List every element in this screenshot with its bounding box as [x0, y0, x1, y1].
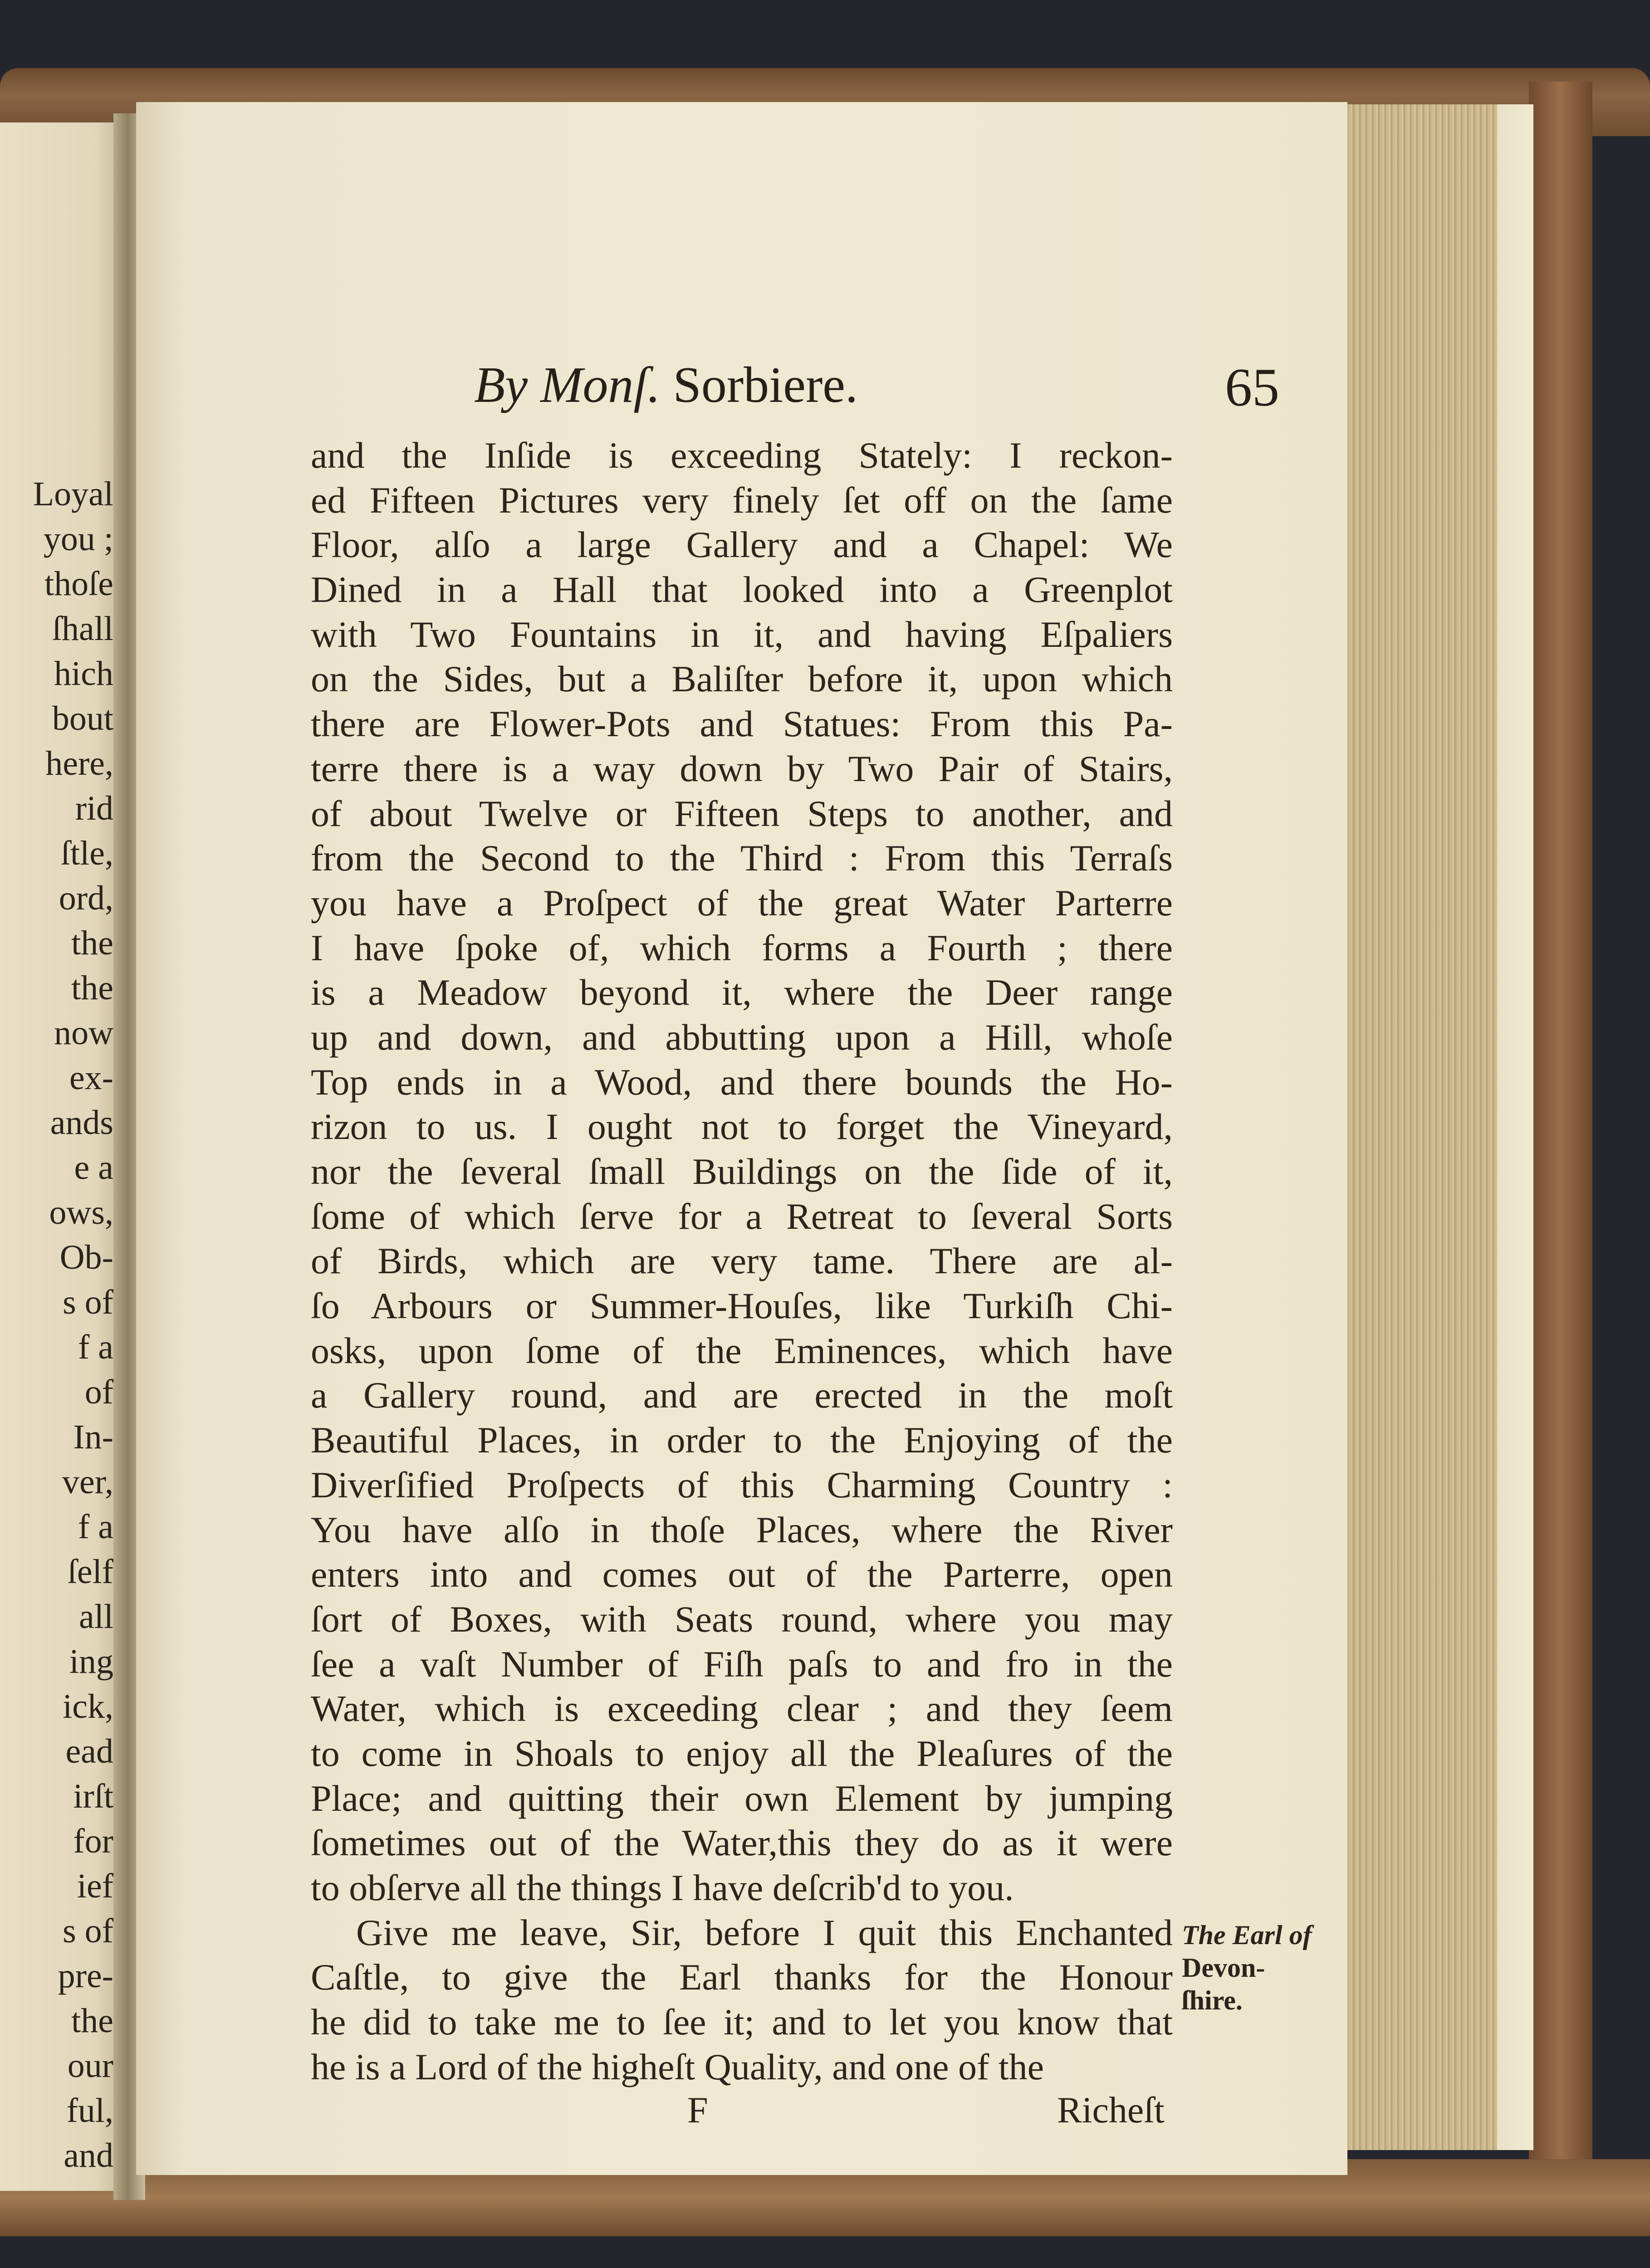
body-line: Floor, alſo a large Gallery and a Chapel: We [311, 524, 1173, 566]
left-page-fragment: bout [52, 699, 113, 738]
body-line: Beautiful Places, in order to the Enjoying of the [311, 1419, 1173, 1461]
left-page-fragment: here, [45, 744, 113, 782]
left-page-fragment: you ; [43, 520, 113, 558]
body-line: Diverſified Proſpects of this Charming Country : [311, 1464, 1173, 1505]
body-line: Dined in a Hall that looked into a Greenplot [311, 569, 1173, 611]
left-page-fragment: irſt [73, 1777, 113, 1815]
body-line: rizon to us. I ought not to forget the Vineyard, [311, 1106, 1173, 1148]
left-page-fragment: Loyal [33, 475, 113, 513]
marginal-note-line: Devon- [1182, 1953, 1265, 1983]
left-page-fragment: ands [50, 1104, 113, 1142]
left-page-fragment: of [84, 1373, 113, 1411]
body-line: Place; and quitting their own Element by jumping [311, 1777, 1173, 1819]
binding-right [1529, 82, 1592, 2214]
left-page-fragment: and [64, 2136, 113, 2175]
left-page-fragment: ead [65, 1732, 113, 1770]
left-page-fragment: s of [63, 1283, 113, 1321]
left-page-fragment: thoſe [44, 565, 113, 603]
body-line: Give me leave, Sir, before I quit this Enchanted [356, 1911, 1173, 1953]
left-page-fragment: our [67, 2047, 113, 2085]
body-line: nor the ſeveral ſmall Buildings on the ſide of it, [311, 1151, 1173, 1192]
body-line: Caſtle, to give the Earl thanks for the Honour [311, 1956, 1173, 1998]
left-page-fragment: the [71, 2002, 113, 2040]
left-page-fragment: Ob- [59, 1238, 113, 1276]
left-page-text [0, 472, 113, 2178]
marginal-note [1182, 1919, 1350, 2017]
body-line: you have a Proſpect of the great Water Parterre [311, 882, 1173, 924]
body-line: of Birds, which are very tame. There are al- [311, 1240, 1173, 1282]
left-page-fragment: ief [77, 1867, 113, 1905]
body-line: ſee a vaſt Number of Fiſh paſs to and fro in the [311, 1643, 1173, 1685]
body-line: and the Inſide is exceeding Stately: I reckon- [311, 435, 1173, 476]
body-line: enters into and comes out of the Parterre, open [311, 1554, 1173, 1595]
left-page-fragment: the [71, 924, 113, 962]
body-line: to come in Shoals to enjoy all the Pleaſures of the [311, 1732, 1173, 1774]
body-text [311, 433, 1173, 2089]
marginal-note-line: ſhire. [1182, 1985, 1243, 2015]
left-page-fragment: ord, [59, 879, 113, 917]
body-line: ſome of which ſerve for a Retreat to ſeveral Sorts [311, 1195, 1173, 1237]
left-page-fragment: now [54, 1014, 113, 1052]
body-line: of about Twelve or Fifteen Steps to another, and [311, 792, 1173, 834]
left-page-fragment: rid [75, 789, 113, 827]
left-page-fragment: the [71, 969, 113, 1007]
body-line: ſort of Boxes, with Seats round, where you may [311, 1598, 1173, 1640]
body-line: from the Second to the Third : From this Terraſs [311, 837, 1173, 879]
body-line: he is a Lord of the higheſt Quality, and one of the [311, 2046, 1044, 2087]
body-line: with Two Fountains in it, and having Eſpaliers [311, 613, 1173, 655]
right-page [136, 102, 1347, 2175]
body-line: Top ends in a Wood, and there bounds the Ho- [311, 1061, 1173, 1103]
left-page-fragment: ex- [69, 1059, 113, 1097]
running-head [474, 356, 1000, 415]
body-line: You have alſo in thoſe Places, where the River [311, 1509, 1173, 1550]
body-line: terre there is a way down by Two Pair of Stairs, [311, 748, 1173, 789]
left-page-fragment: e a [74, 1149, 113, 1187]
left-page-fragment: ſtle, [60, 834, 113, 872]
body-line: to obſerve all the things I have deſcrib'd to you. [311, 1867, 1014, 1908]
left-page-fragment: for [73, 1822, 113, 1860]
left-page-fragment: ick, [63, 1687, 113, 1725]
left-page-fragment: ver, [62, 1463, 113, 1501]
body-line: osks, upon ſome of the Eminences, which have [311, 1330, 1173, 1371]
page-edges [1343, 104, 1506, 2150]
body-line: on the Sides, but a Baliſter before it, upon which [311, 658, 1173, 700]
left-page-fragment: ing [69, 1642, 113, 1681]
catchword: Richeſt [1057, 2089, 1165, 2131]
left-page-fragment: pre- [58, 1957, 113, 1995]
left-page-fragment: f a [78, 1508, 113, 1546]
body-line: is a Meadow beyond it, where the Deer range [311, 972, 1173, 1013]
body-line: ed Fifteen Pictures very finely ſet off on the ſame [311, 479, 1173, 521]
left-page-fragment: ſhall [52, 610, 113, 648]
left-page-fragment: ows, [49, 1193, 113, 1232]
body-line: he did to take me to ſee it; and to let you know that [311, 2001, 1173, 2043]
left-page-fragment: s of [63, 1912, 113, 1950]
left-page-fragment: ſelf [67, 1553, 113, 1591]
body-line: I have ſpoke of, which forms a Fourth ; there [311, 927, 1173, 968]
body-line: ſometimes out of the Water,this they do as it were [311, 1822, 1173, 1864]
signature-mark: F [687, 2089, 708, 2131]
left-page-fragment: ful, [66, 2092, 113, 2130]
left-page-fragment: In- [73, 1418, 113, 1456]
running-head-name: Sorbiere. [673, 357, 858, 413]
body-line: a Gallery round, and are erected in the moſt [311, 1374, 1173, 1416]
running-head-author: By Monſ. [474, 357, 661, 413]
page-edge-end [1497, 104, 1533, 2150]
body-line: up and down, and abbutting upon a Hill, whoſe [311, 1016, 1173, 1058]
page-number: 65 [1225, 357, 1279, 417]
left-page-fragment: f a [78, 1328, 113, 1366]
body-line: ſo Arbours or Summer-Houſes, like Turkiſh Chi- [311, 1285, 1173, 1327]
marginal-note-line: The Earl of [1182, 1920, 1312, 1950]
left-page-fragment: hich [54, 655, 113, 693]
left-page-fragment: all [79, 1598, 113, 1636]
body-line: Water, which is exceeding clear ; and they ſeem [311, 1688, 1173, 1730]
body-line: there are Flower-Pots and Statues: From this Pa- [311, 703, 1173, 745]
